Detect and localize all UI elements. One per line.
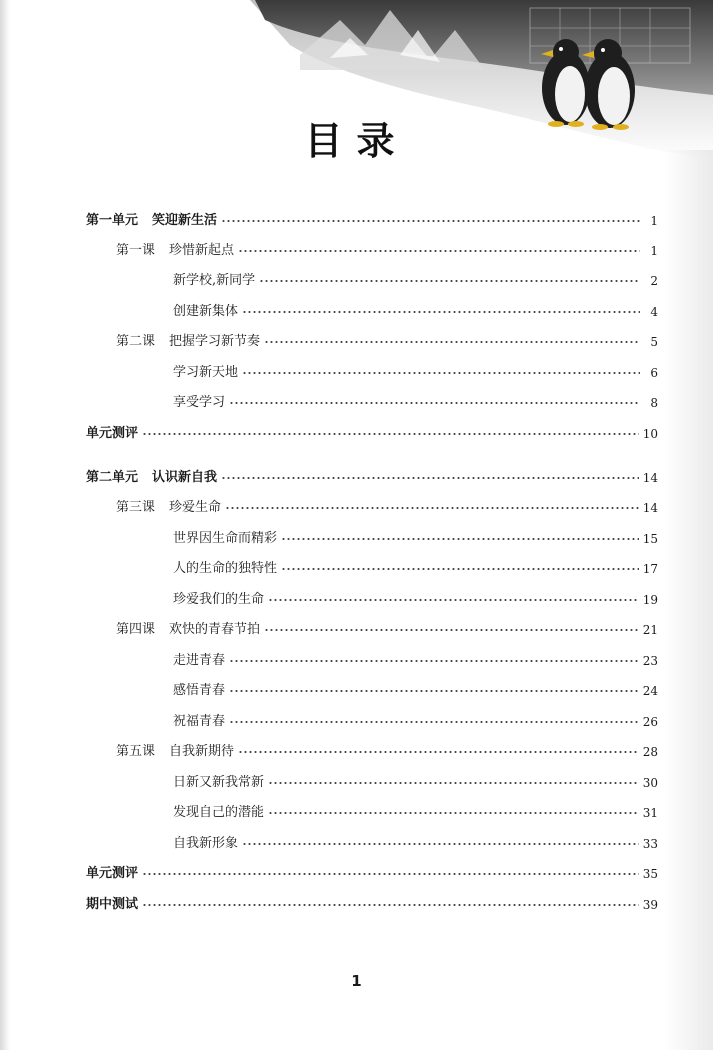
toc-entry[interactable]	[173, 301, 658, 323]
toc-page-number: 17	[642, 562, 658, 576]
toc-page-number: 8	[650, 396, 658, 410]
toc-leader-dots	[142, 423, 639, 445]
toc-page-number: 2	[650, 274, 658, 288]
toc-title: 世界因生命而精彩	[173, 531, 278, 546]
toc-lesson-label: 第五课	[116, 744, 156, 759]
toc-page-number: 4	[650, 305, 658, 319]
toc-entry[interactable]	[173, 528, 658, 550]
toc-title: 珍爱我们的生命	[173, 592, 265, 607]
toc-title: 欢快的青春节拍	[169, 622, 261, 637]
toc-entry[interactable]	[173, 392, 658, 414]
toc-leader-dots	[242, 362, 640, 384]
toc-title: 学习新天地	[173, 365, 239, 380]
toc-page-number: 26	[642, 715, 658, 729]
toc-leader-dots	[142, 894, 639, 916]
toc-title: 笑迎新生活	[152, 213, 218, 228]
toc-page-number: 14	[642, 501, 658, 515]
toc-title: 享受学习	[173, 395, 226, 410]
toc-entry[interactable]	[173, 833, 658, 855]
toc-leader-dots	[221, 210, 640, 232]
toc-page-number: 28	[642, 745, 658, 759]
toc-lesson-label: 第一课	[116, 243, 156, 258]
toc-entry[interactable]	[173, 270, 658, 292]
toc-entry[interactable]	[116, 240, 658, 262]
toc-leader-dots	[229, 650, 639, 672]
toc-title: 祝福青春	[173, 714, 226, 729]
toc-title: 发现自己的潜能	[173, 805, 265, 820]
toc-title: 认识新自我	[152, 470, 218, 485]
toc-page-number: 1	[650, 244, 658, 258]
toc-page-number: 35	[642, 867, 658, 881]
page-title: 目录	[304, 119, 409, 163]
page-shadow	[663, 150, 713, 1050]
toc-entry[interactable]	[173, 650, 658, 672]
toc-leader-dots	[229, 680, 639, 702]
toc-leader-dots	[238, 741, 639, 763]
toc-entry[interactable]	[173, 589, 658, 611]
toc-page-number: 15	[642, 532, 658, 546]
toc-leader-dots	[259, 270, 640, 292]
toc-page-number: 5	[650, 335, 658, 349]
toc-title: 感悟青春	[173, 683, 226, 698]
toc-entry[interactable]	[86, 467, 658, 489]
toc-unit-label: 第二单元	[86, 470, 139, 485]
toc-leader-dots	[268, 772, 639, 794]
toc-page-number: 30	[642, 776, 658, 790]
toc-entry[interactable]	[116, 331, 658, 353]
toc-lesson-label: 第四课	[116, 622, 156, 637]
toc-title: 期中测试	[86, 897, 139, 912]
toc-title: 新学校,新同学	[173, 273, 256, 288]
toc-page-number: 19	[642, 593, 658, 607]
toc-entry[interactable]	[86, 894, 658, 916]
toc-leader-dots	[229, 711, 639, 733]
toc-leader-dots	[281, 528, 639, 550]
toc-unit-label: 第一单元	[86, 213, 139, 228]
toc-title: 人的生命的独特性	[173, 561, 278, 576]
toc-leader-dots	[242, 833, 639, 855]
toc-leader-dots	[264, 619, 639, 641]
toc-leader-dots	[221, 467, 639, 489]
toc-leader-dots	[264, 331, 640, 353]
toc-entry[interactable]	[173, 362, 658, 384]
toc-title: 珍惜新起点	[169, 243, 235, 258]
page-number: 1	[351, 972, 362, 990]
toc-title: 珍爱生命	[169, 500, 222, 515]
toc-page-number: 14	[642, 471, 658, 485]
toc-page-number: 33	[642, 837, 658, 851]
toc-title: 走进青春	[173, 653, 226, 668]
toc-entry[interactable]	[173, 680, 658, 702]
toc-title: 单元测评	[86, 426, 139, 441]
toc-title: 创建新集体	[173, 304, 239, 319]
toc-page-number: 39	[642, 898, 658, 912]
toc-leader-dots	[142, 863, 639, 885]
toc-entry[interactable]	[116, 741, 658, 763]
toc-leader-dots	[225, 497, 639, 519]
toc-entry[interactable]	[173, 772, 658, 794]
toc-entry[interactable]	[173, 711, 658, 733]
toc-leader-dots	[268, 802, 639, 824]
toc-page-number: 6	[650, 366, 658, 380]
toc-leader-dots	[229, 392, 640, 414]
toc-lesson-label: 第二课	[116, 334, 156, 349]
toc-leader-dots	[268, 589, 639, 611]
toc-title: 单元测评	[86, 866, 139, 881]
toc-entry[interactable]	[116, 497, 658, 519]
toc-page-number: 1	[650, 214, 658, 228]
toc-page-number: 24	[642, 684, 658, 698]
toc-leader-dots	[281, 558, 639, 580]
toc-entry[interactable]	[173, 802, 658, 824]
toc-page-number: 23	[642, 654, 658, 668]
toc-title: 日新又新我常新	[173, 775, 265, 790]
toc-leader-dots	[238, 240, 640, 262]
toc-page-number: 31	[642, 806, 658, 820]
toc-entry[interactable]	[116, 619, 658, 641]
toc-entry[interactable]	[86, 210, 658, 232]
toc-entry[interactable]	[86, 423, 658, 445]
toc-page-number: 21	[642, 623, 658, 637]
toc-page-number: 10	[642, 427, 658, 441]
toc-title: 自我新形象	[173, 836, 239, 851]
toc-title: 把握学习新节奏	[169, 334, 261, 349]
toc-title: 自我新期待	[169, 744, 235, 759]
toc-leader-dots	[242, 301, 640, 323]
toc-entry[interactable]	[86, 863, 658, 885]
toc-entry[interactable]	[173, 558, 658, 580]
toc-lesson-label: 第三课	[116, 500, 156, 515]
